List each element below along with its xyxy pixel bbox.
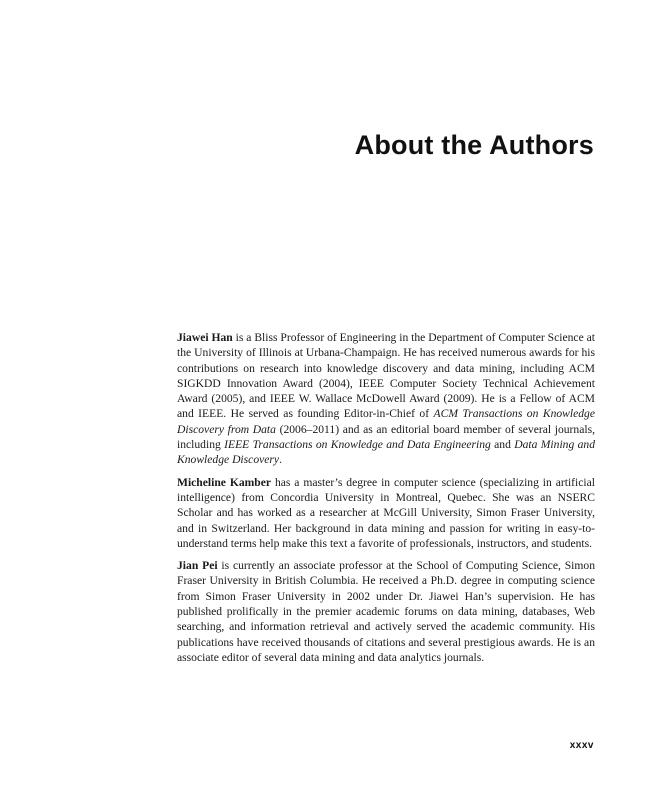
author-name: Jian Pei (177, 559, 218, 573)
author-name: Micheline Kamber (177, 475, 272, 489)
author-bio-pei (177, 558, 595, 665)
bio-text: . (279, 453, 282, 467)
journal-title: Data Mining and Knowledge Discovery (177, 438, 595, 467)
page-number: xxxv (569, 740, 594, 751)
bio-text: and (490, 438, 515, 452)
author-name: Jiawei Han (177, 331, 233, 344)
chapter-title: About the Authors (354, 130, 594, 160)
journal-title: ACM Transactions on Knowledge Discovery from Data (177, 407, 595, 436)
bio-text: is a Bliss Professor of Engineering in the Department of Computer Science at the University of Illinois at Urbana-Champaign. He has received numerous awards for his contributions on research into knowledge discovery and data mining, including ACM SIGKDD Innovation Award (2004), IEEE Computer Society Technical Achievement Award (2005), and IEEE W. Wallace McDowell Award (2009). He is a Fellow of ACM and IEEE. He served as founding Editor-in-Chief of (177, 331, 595, 421)
bio-text: (2006–2011) and as an editorial board member of several journals, including (177, 422, 595, 452)
bio-text: is currently an associate professor at the School of Computing Science, Simon Fraser University in British Columbia. He received a Ph.D. degree in computing science from Simon Fraser University in 2002 under Dr. Jiawei Han’s supervision. He has published prolifically in the premier academic forums on data mining, databases, Web searching, and information retrieval and actively served the academic community. His publications have received thousands of citations and several prestigious awards. He is an associate editor of several data mining and data analytics journals. (177, 559, 595, 664)
bio-text: has a master’s degree in computer science (specializing in artificial intelligence) from Concordia University in Montreal, Quebec. She was an NSERC Scholar and has worked as a researcher at McGill University, Simon Fraser University, and in Switzerland. Her background in data mining and passion for writing in easy-to-understand terms help make this text a favorite of professionals, instructors, and students. (177, 475, 595, 550)
author-bio-han (177, 330, 595, 468)
journal-title: IEEE Transactions on Knowledge and Data Engineering (224, 438, 491, 452)
author-bios (177, 330, 595, 672)
author-bio-kamber (177, 475, 595, 551)
